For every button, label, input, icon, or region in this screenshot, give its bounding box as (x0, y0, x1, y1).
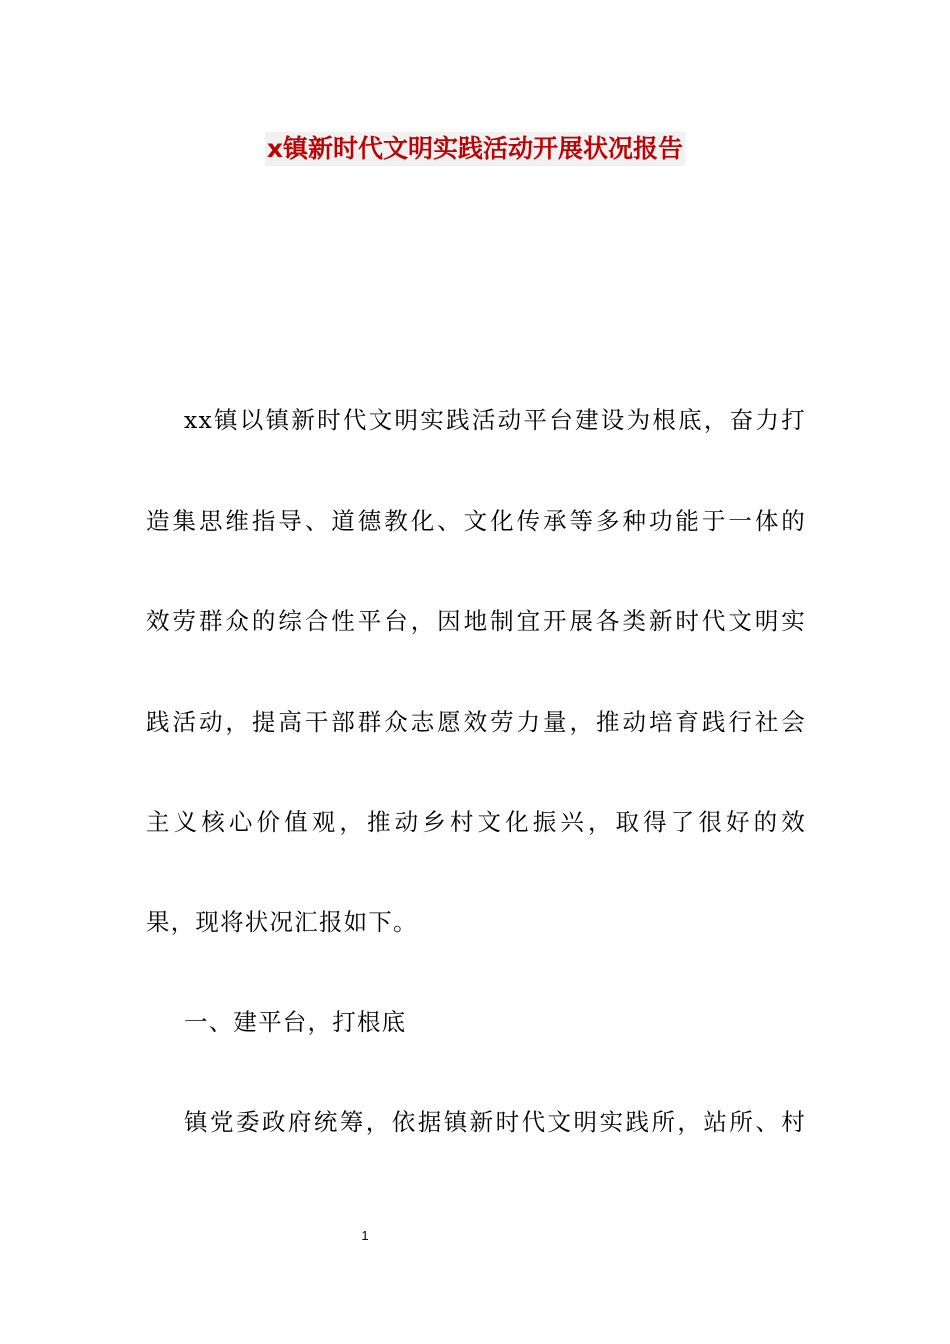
paragraph-1-line-2: 造集思维指导、道德教化、文化传承等多种功能于一体的 (146, 507, 806, 535)
paragraph-1-line-3: 效劳群众的综合性平台，因地制宜开展各类新时代文明实 (146, 607, 806, 635)
paragraph-2-line-1: 镇党委政府统筹，依据镇新时代文明实践所，站所、村 (184, 1108, 806, 1136)
page-number: 1 (361, 1228, 369, 1243)
document-title: x镇新时代文明实践活动开展状况报告 (265, 132, 685, 166)
paragraph-1-line-1: xx镇以镇新时代文明实践活动平台建设为根底，奋力打 (184, 406, 806, 434)
paragraph-1-line-4: 践活动，提高干部群众志愿效劳力量，推动培育践行社会 (146, 708, 806, 736)
document-title-wrap (0, 132, 950, 166)
section-heading-1: 一、建平台，打根底 (184, 1008, 407, 1036)
paragraph-1-line-5: 主义核心价值观，推动乡村文化振兴，取得了很好的效 (146, 808, 806, 836)
paragraph-1-line-6: 果，现将状况汇报如下。 (146, 908, 418, 936)
